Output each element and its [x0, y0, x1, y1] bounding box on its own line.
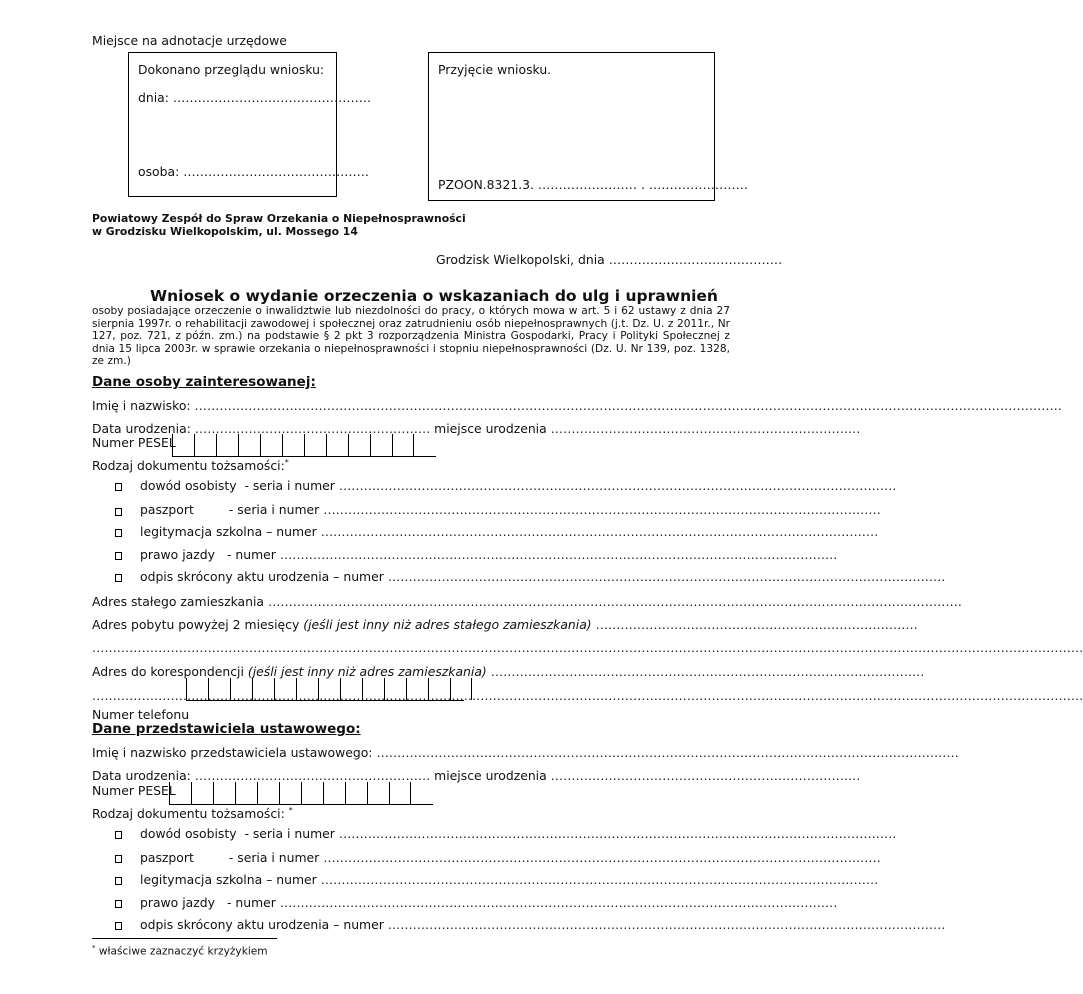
rep-option-birth-cert[interactable] [140, 917, 946, 932]
option-label: paszport [140, 850, 194, 865]
option-dots[interactable]: ……………………………………………………………………………………………………………………… [279, 895, 838, 910]
option-dots[interactable]: ……………………………………………………………………………………………………………………… [387, 569, 946, 584]
phone-cell[interactable] [318, 678, 340, 700]
corr-address-note: (jeśli jest inny niż adres zamieszkania) [247, 664, 487, 679]
person-name-label: Imię i nazwisko: [92, 398, 191, 413]
rep-option-passport[interactable] [140, 850, 881, 865]
option-label: odpis skrócony aktu urodzenia [140, 569, 330, 584]
form-title: Wniosek o wydanie orzeczenia o wskazaniach do ulg i uprawnień [150, 287, 718, 305]
option-dots[interactable]: ……………………………………………………………………………………………………………………… [338, 478, 897, 493]
rep-pesel-label: Numer PESEL [92, 783, 176, 798]
pesel-cell[interactable] [257, 782, 279, 804]
rep-option-id-card[interactable] [140, 826, 897, 841]
rep-dob-label: Data urodzenia: [92, 768, 191, 783]
pesel-cell[interactable] [348, 434, 370, 456]
option-detail: - seria i numer [244, 478, 335, 493]
person-name-row[interactable] [92, 398, 1062, 414]
phone-cell[interactable] [406, 678, 428, 700]
accept-ref-field[interactable]: PZOON.8321.3. …………………… . …………………… [438, 177, 748, 192]
person-id-doc-label [92, 458, 289, 473]
option-detail: - seria i numer [228, 850, 320, 865]
option-detail: - seria i numer [228, 502, 320, 517]
person-pesel-label: Numer PESEL [92, 435, 176, 450]
office-line-2: w Grodzisku Wielkopolskim, ul. Mossego 14 [92, 225, 358, 238]
option-detail: – numer [333, 917, 384, 932]
place-date-field[interactable]: Grodzisk Wielkopolski, dnia …………………………………… [436, 252, 783, 267]
phone-cell[interactable] [186, 678, 208, 700]
corr-address-dots[interactable]: …………………………………………………………………………………………… [490, 664, 925, 679]
option-label: legitymacja szkolna [140, 872, 263, 887]
phone-cell[interactable] [208, 678, 230, 700]
person-section-heading: Dane osoby zainteresowanej: [92, 374, 316, 390]
phone-cell[interactable] [340, 678, 362, 700]
option-dots[interactable]: ……………………………………………………………………………………………………………………… [387, 917, 946, 932]
checkbox[interactable] [115, 922, 122, 930]
option-detail: - numer [226, 547, 276, 562]
option-detail: – numer [266, 872, 317, 887]
pesel-underline [172, 456, 436, 457]
pesel-cell[interactable] [169, 782, 191, 804]
pesel-cell[interactable] [235, 782, 257, 804]
pesel-cell[interactable] [345, 782, 367, 804]
checkbox[interactable] [115, 855, 122, 863]
rep-name-label: Imię i nazwisko przedstawiciela ustawowego: [92, 745, 373, 760]
corr-address-label: Adres do korespondencji [92, 664, 244, 679]
option-detail: - numer [226, 895, 276, 910]
footnote-ref: * [284, 458, 289, 467]
phone-underline [186, 700, 464, 701]
pesel-cell[interactable] [279, 782, 301, 804]
rep-id-doc-label [92, 806, 293, 821]
pesel-cell[interactable] [238, 434, 260, 456]
checkbox[interactable] [115, 529, 122, 537]
option-dots[interactable]: ……………………………………………………………………………………………………………………… [279, 547, 838, 562]
pesel-cell[interactable] [370, 434, 392, 456]
option-detail: - seria i numer [244, 826, 335, 841]
option-label: prawo jazdy [140, 547, 215, 562]
rep-name-row[interactable] [92, 745, 959, 761]
person-pesel-boxes[interactable] [172, 434, 414, 456]
stay-address-row[interactable] [92, 617, 918, 633]
person-pob-dots[interactable]: ………………………………………………………………… [550, 421, 861, 436]
accept-box-title: Przyjęcie wniosku. [438, 62, 552, 77]
stay-address-dots[interactable]: …………………………………………………………………… [595, 617, 918, 632]
stay-address-label: Adres pobytu powyżej 2 miesięcy [92, 617, 300, 632]
option-detail: – numer [333, 569, 384, 584]
option-label: paszport [140, 502, 194, 517]
office-line-1: Powiatowy Zespół do Spraw Orzekania o Niepełnosprawności [92, 212, 466, 225]
phone-cell[interactable] [450, 678, 472, 700]
legal-basis-text: osoby posiadające orzeczenie o inwalidztwie lub niezdolności do pracy, o których mowa w art. 5 i 62 ustawy z dnia 27 sierpnia 1997r. o rehabilitacji zawodowej i społecznej oraz zatrudnieniu osób niepełnosprawnych (j.t. Dz. U. z 2011r., Nr 127, poz. 721, z późn. zm.) na podstawie § 2 pkt 3 rozporządzenia Ministra Gospodarki, Pracy i Polityki Społecznej z dnia 15 lipca 2003r. w sprawie orzekania o niepełnosprawności i stopniu niepełnosprawności (Dz. U. Nr 139, poz. 1328, ze zm.) [92, 305, 730, 367]
pesel-cell[interactable] [172, 434, 194, 456]
footnote-text: właściwe zaznaczyć krzyżykiem [98, 945, 268, 958]
footnote-mark: * [92, 944, 96, 952]
review-box-title: Dokonano przeglądu wniosku: [138, 62, 325, 77]
checkbox[interactable] [115, 508, 122, 516]
pesel-cell[interactable] [194, 434, 216, 456]
option-birth-cert[interactable] [140, 569, 946, 584]
option-detail: – numer [266, 524, 317, 539]
phone-cell[interactable] [230, 678, 252, 700]
option-id-card[interactable] [140, 478, 897, 493]
stay-address-note: (jeśli jest inny niż adres stałego zamieszkania) [303, 617, 592, 632]
rep-id-doc-text: Rodzaj dokumentu tożsamości: [92, 806, 285, 822]
option-dots[interactable]: ……………………………………………………………………………………………………………………… [320, 524, 879, 539]
perm-address-label: Adres stałego zamieszkania [92, 594, 265, 609]
option-label: legitymacja szkolna [140, 524, 263, 539]
rep-option-driving-licence[interactable] [140, 895, 838, 910]
phone-cell[interactable] [296, 678, 318, 700]
rep-option-school-id[interactable] [140, 872, 879, 887]
option-passport[interactable] [140, 502, 881, 517]
phone-cell[interactable] [362, 678, 384, 700]
accept-box [428, 52, 748, 201]
pesel-cell[interactable] [392, 434, 414, 456]
option-label: prawo jazdy [140, 895, 215, 910]
rep-pob-label: miejsce urodzenia [434, 768, 547, 783]
checkbox[interactable] [115, 900, 122, 908]
person-dob-dots[interactable]: ………………………………………………… [194, 421, 431, 436]
phone-label: Numer telefonu [92, 707, 190, 722]
person-id-doc-text: Rodzaj dokumentu tożsamości: [92, 458, 285, 474]
rep-name-dots[interactable]: …………………………………………………………………………………………………………………………… [376, 745, 959, 760]
stay-address-line2[interactable]: …………………………………………………………………………………………………………………………………………………………………………………………………………………… [92, 640, 1083, 655]
pesel-cell[interactable] [260, 434, 282, 456]
rep-pob-dots[interactable]: ………………………………………………………………… [550, 768, 861, 783]
rep-section-heading: Dane przedstawiciela ustawowego: [92, 721, 361, 737]
checkbox[interactable] [115, 552, 122, 560]
office-address [92, 212, 466, 238]
option-label: dowód osobisty [140, 478, 237, 493]
phone-number-boxes[interactable] [186, 678, 472, 700]
option-school-id[interactable] [140, 524, 879, 539]
perm-address-row[interactable] [92, 594, 962, 610]
footnote-divider [92, 938, 277, 939]
phone-cell[interactable] [274, 678, 296, 700]
review-box [128, 52, 372, 197]
review-person-field[interactable]: osoba: ……………………………………… [138, 164, 370, 179]
pesel-cell[interactable] [301, 782, 323, 804]
phone-cell[interactable] [384, 678, 406, 700]
checkbox[interactable] [115, 877, 122, 885]
rep-pesel-underline [169, 804, 433, 805]
pesel-cell[interactable] [304, 434, 326, 456]
pesel-cell[interactable] [282, 434, 304, 456]
option-dots[interactable]: ……………………………………………………………………………………………………………………… [338, 826, 897, 841]
pesel-cell[interactable] [216, 434, 238, 456]
option-dots[interactable]: ……………………………………………………………………………………………………………………… [320, 872, 879, 887]
option-driving-licence[interactable] [140, 547, 838, 562]
option-label: odpis skrócony aktu urodzenia [140, 917, 330, 932]
rep-dob-dots[interactable]: ………………………………………………… [194, 768, 431, 783]
footnote-ref: * [288, 806, 293, 815]
phone-cell[interactable] [428, 678, 450, 700]
annotations-label: Miejsce na adnotacje urzędowe [92, 33, 287, 48]
checkbox[interactable] [115, 831, 122, 839]
corr-address-line2[interactable]: …………………………………………………………………………………………………………………………………………………………………………………………………………………… [92, 688, 1083, 703]
person-dob-label: Data urodzenia: [92, 421, 191, 436]
phone-cell[interactable] [252, 678, 274, 700]
person-name-dots[interactable]: ………………………………………………………………………………………………………………………………………………………………………………………… [194, 398, 1062, 413]
rep-pesel-boxes[interactable] [169, 782, 411, 804]
perm-address-dots[interactable]: …………………………………………………………………………………………………………………………………………………… [267, 594, 962, 609]
option-label: dowód osobisty [140, 826, 237, 841]
checkbox[interactable] [115, 574, 122, 582]
footnote [92, 944, 268, 958]
option-dots[interactable]: ……………………………………………………………………………………………………………………… [323, 850, 881, 865]
person-pob-label: miejsce urodzenia [434, 421, 547, 436]
pesel-cell[interactable] [191, 782, 213, 804]
option-dots[interactable]: ……………………………………………………………………………………………………………………… [323, 502, 881, 517]
pesel-cell[interactable] [213, 782, 235, 804]
checkbox[interactable] [115, 483, 122, 491]
pesel-cell[interactable] [326, 434, 348, 456]
pesel-cell[interactable] [389, 782, 411, 804]
pesel-cell[interactable] [323, 782, 345, 804]
review-date-field[interactable]: dnia: ………………………………………… [138, 90, 372, 105]
pesel-cell[interactable] [367, 782, 389, 804]
